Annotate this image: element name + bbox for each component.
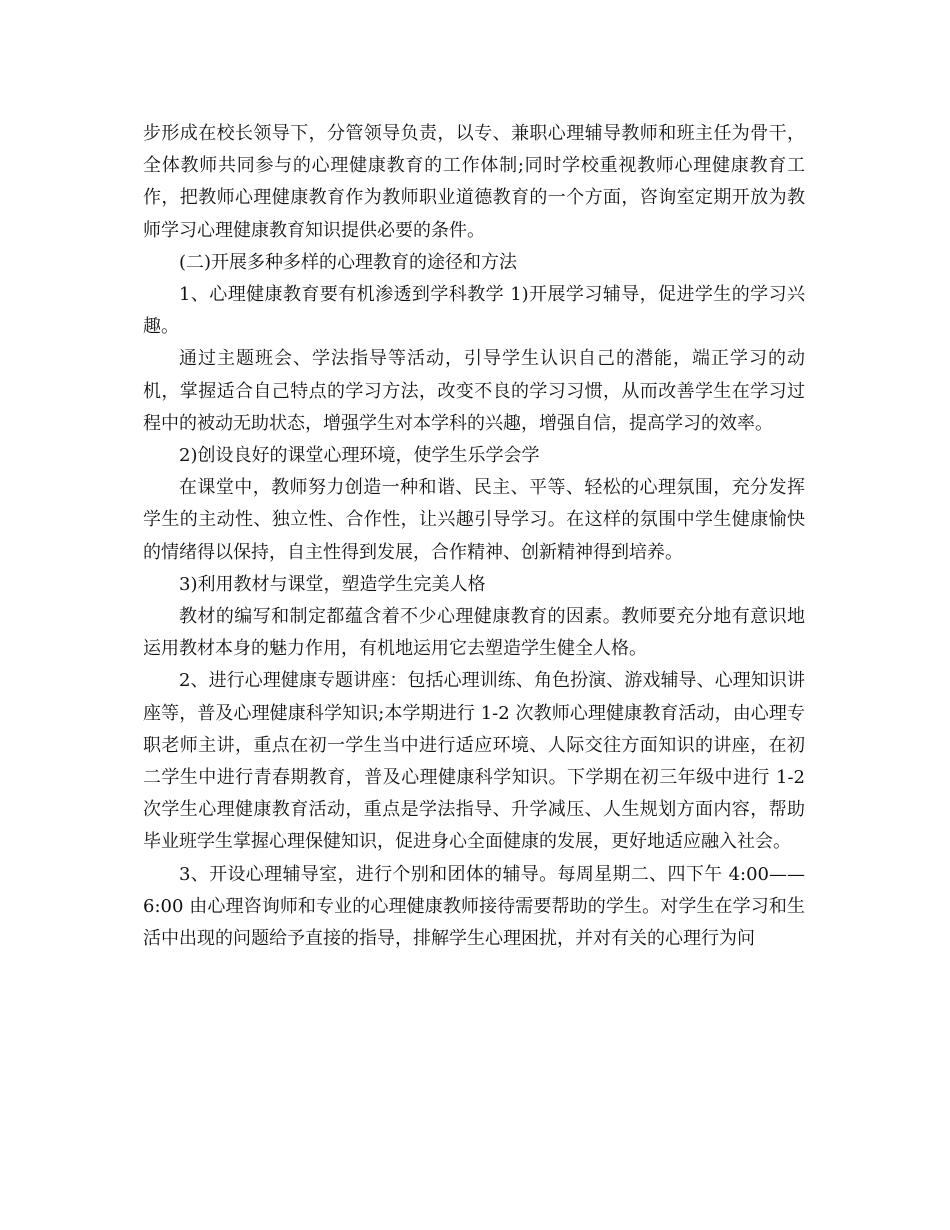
document-page — [143, 118, 805, 955]
section-heading-methods: (二)开展多种多样的心理教育的途径和方法 — [179, 251, 518, 273]
subheading-textbook: 3)利用教材与课堂，塑造学生完美人格 — [179, 573, 486, 595]
paragraph-textbook: 教材的编写和制定都蕴含着不少心理健康教育的因素。教师要充分地有意识地运用教材本身的魅力作用，有机地运用它去塑造学生健全人格。 — [143, 606, 805, 660]
paragraph-classroom: 在课堂中，教师努力创造一种和谐、民主、平等、轻松的心理氛围，充分发挥学生的主动性、独立性、合作性，让兴趣引导学习。在这样的氛围中学生健康愉快的情绪得以保持，自主性得到发展，合作精神、创新精神得到培养。 — [143, 477, 805, 563]
paragraph-study-guidance: 通过主题班会、学法指导等活动，引导学生认识自己的潜能，端正学习的动机，掌握适合自己特点的学习方法，改变不良的学习习惯，从而改善学生在学习过程中的被动无助状态，增强学生对本学科的兴趣，增强自信，提高学习的效率。 — [143, 348, 805, 434]
subheading-classroom-environment: 2)创设良好的课堂心理环境，使学生乐学会学 — [179, 445, 540, 467]
paragraph-continuation: 步形成在校长领导下，分管领导负责，以专、兼职心理辅导教师和班主任为骨干，全体教师共同参与的心理健康教育的工作体制;同时学校重视教师心理健康教育工作，把教师心理健康教育作为教师职业道德教育的一个方面，咨询室定期开放为教师学习心理健康教育知识提供必要的条件。 — [143, 123, 805, 241]
paragraph-item-1: 1、心理健康教育要有机渗透到学科教学 1)开展学习辅导，促进学生的学习兴趣。 — [143, 284, 805, 338]
paragraph-item-2-lectures: 2、进行心理健康专题讲座：包括心理训练、角色扮演、游戏辅导、心理知识讲座等，普及心理健康科学知识;本学期进行 1-2 次教师心理健康教育活动，由心理专职老师主讲，重点在初一学生当中进行适应环境、人际交往方面知识的讲座，在初二学生中进行青春期教育，普及心理健康科学知识。下学期在初三年级中进行 1-2 次学生心理健康教育活动，重点是学法指导、升学减压、人生规划方面内容，帮助毕业班学生掌握心理保健知识，促进身心全面健康的发展，更好地适应融入社会。 — [143, 670, 805, 853]
paragraph-item-3-counseling: 3、开设心理辅导室，进行个别和团体的辅导。每周星期二、四下午 4:00——6:00 由心理咨询师和专业的心理健康教师接待需要帮助的学生。对学生在学习和生活中出现的问题给予直接的指导，排解学生心理困扰，并对有关的心理行为问 — [143, 863, 805, 950]
